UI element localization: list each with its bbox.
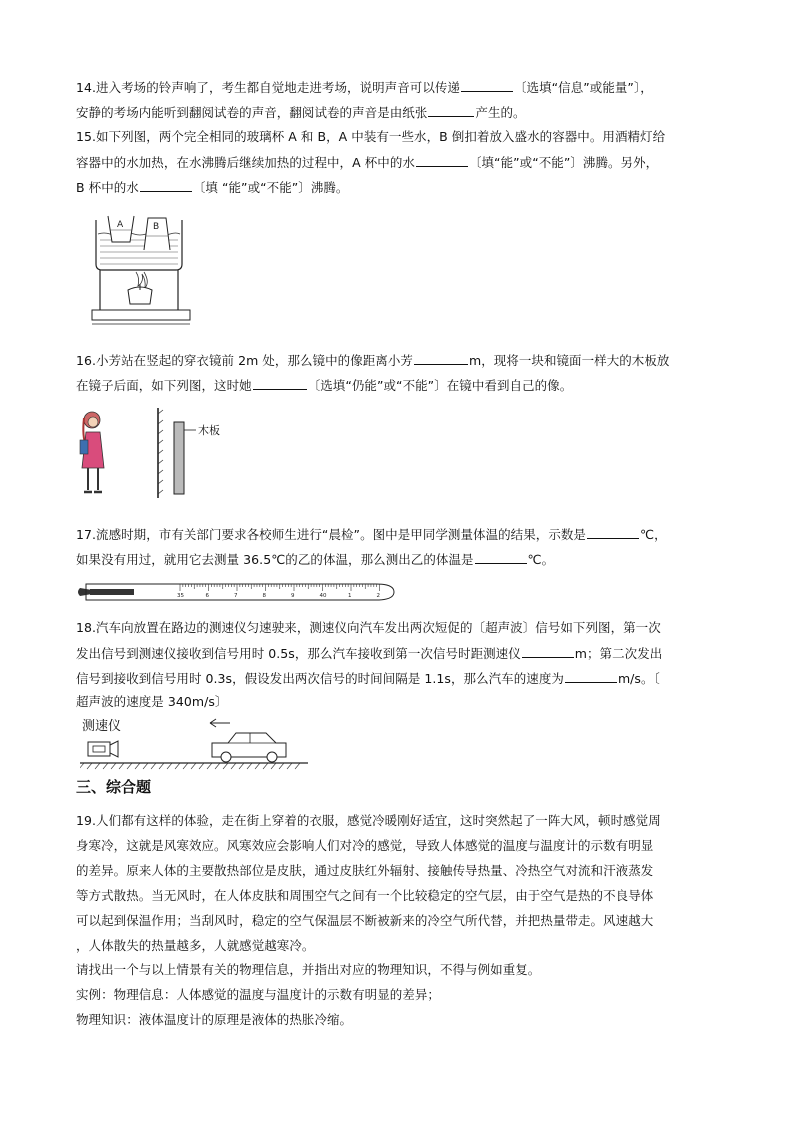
ground-hatch-line xyxy=(279,763,284,769)
q18-text-2a: 发出信号到测速仪接收到信号用时 0.5s，那么汽车接收到第一次信号时距测速仪 xyxy=(76,646,521,661)
q18-detector-label: 测速仪 xyxy=(82,719,122,734)
q18-text-3a: 信号到接收到信号用时 0.3s，假设发出两次信号的时间间隔是 1.1s，那么汽车的速度为 xyxy=(76,671,564,686)
q14-text-2a: 安静的考场内能听到翻阅试卷的声音，翻阅试卷的声音是由纸张 xyxy=(76,105,428,120)
thermometer-tick-label: 9 xyxy=(291,593,295,599)
q15-line-2 xyxy=(76,154,658,171)
ground-hatch-line xyxy=(295,763,300,769)
q16-board-label: 木板 xyxy=(198,424,220,437)
thermometer-tick-label: 6 xyxy=(205,593,209,599)
q15-text-3b: 〔填 “能”或“不能”〕沸腾。 xyxy=(192,180,349,195)
q16-line-1 xyxy=(76,352,669,369)
q14-line-1 xyxy=(76,79,653,96)
q18-text-2b: m；第二次发出 xyxy=(574,646,663,661)
ground-hatch-line xyxy=(271,763,276,769)
ground-hatch-line xyxy=(167,763,172,769)
ground-hatch-line xyxy=(223,763,228,769)
q16-text-1a: 16.小芳站在竖起的穿衣镜前 2m 处，那么镜中的像距离小芳 xyxy=(76,353,413,368)
q14-blank-1[interactable] xyxy=(461,79,513,92)
q17-thermometer-figure xyxy=(76,580,396,604)
ground-hatch-line xyxy=(159,763,164,769)
thermometer-tick-label: 8 xyxy=(262,593,266,599)
ground-hatch-line xyxy=(239,763,244,769)
ground-hatch-line xyxy=(143,763,148,769)
q17-blank-2[interactable] xyxy=(475,551,527,564)
ground-hatch-line xyxy=(95,763,100,769)
ground-hatch-line xyxy=(151,763,156,769)
ground-hatch-line xyxy=(119,763,124,769)
q17-text-2b: ℃。 xyxy=(527,552,555,567)
q18-line-4: 超声波的速度是 340m/s〕 xyxy=(76,694,228,709)
ground-hatch-line xyxy=(207,763,212,769)
ground-hatch-line xyxy=(191,763,196,769)
ground-hatch-line xyxy=(80,763,84,769)
q15-text-2b: 〔填“能”或“不能”〕沸腾。另外， xyxy=(468,155,659,170)
q15-label-a: A xyxy=(117,220,124,230)
q18-line-1: 18.汽车向放置在路边的测速仪匀速驶来，测速仪向汽车发出两次短促的〔超声波〕信号如下列图，第一次 xyxy=(76,620,661,635)
q15-line-3 xyxy=(76,179,349,196)
ground-hatch-line xyxy=(263,763,268,769)
thermometer-tick-label: 40 xyxy=(319,593,327,599)
q18-blank-1[interactable] xyxy=(522,645,574,658)
thermometer-tick-label: 2 xyxy=(376,593,380,599)
ground-hatch-line xyxy=(87,763,92,769)
ground-hatch-line xyxy=(287,763,292,769)
section-3-title: 三、综合题 xyxy=(76,778,152,796)
q19-para-6: ，人体散失的热量越多，人就感觉越寒冷。 xyxy=(76,938,315,953)
q17-text-1a: 17.流感时期，市有关部门要求各校师生进行“晨检”。图中是甲同学测量体温的结果，示数是 xyxy=(76,527,586,542)
ground-hatch-line xyxy=(103,763,108,769)
q16-line-2 xyxy=(76,377,572,394)
q18-speed-figure xyxy=(80,713,312,771)
ground-hatch-line xyxy=(231,763,236,769)
ground-hatch-line xyxy=(255,763,260,769)
thermometer-tick-label: 1 xyxy=(348,593,352,599)
q19-para-8: 实例：物理信息：人体感觉的温度与温度计的示数有明显的差异； xyxy=(76,987,440,1002)
ground-hatch-line xyxy=(175,763,180,769)
ground-hatch-line xyxy=(135,763,140,769)
q19-para-1: 19.人们都有这样的体验，走在街上穿着的衣服，感觉冷暖刚好适宜，这时突然起了一阵大风，顿时感觉周 xyxy=(76,813,661,828)
ground-hatch-line xyxy=(183,763,188,769)
q14-line-2 xyxy=(76,104,526,121)
q16-text-1b: m，现将一块和镜面一样大的木板放 xyxy=(468,353,670,368)
q16-blank-2[interactable] xyxy=(253,377,307,390)
q14-text-2b: 产生的。 xyxy=(475,105,526,120)
q15-label-b: B xyxy=(153,222,160,232)
ground-hatch-line xyxy=(199,763,204,769)
ground-hatch-line xyxy=(127,763,132,769)
q14-blank-2[interactable] xyxy=(428,104,474,117)
q15-blank-1[interactable] xyxy=(416,154,468,167)
ground-hatch-line xyxy=(215,763,220,769)
q15-blank-2[interactable] xyxy=(140,179,192,192)
q18-line-2 xyxy=(76,645,662,662)
q19-para-3: 的差异。原来人体的主要散热部位是皮肤，通过皮肤红外辐射、接触传导热量、冷热空气对流和汗液蒸发 xyxy=(76,863,654,878)
q15-boiling-figure xyxy=(90,212,196,328)
q16-mirror-figure xyxy=(78,406,248,502)
q17-blank-1[interactable] xyxy=(587,526,639,539)
q14-text-1a: 14.进入考场的铃声响了，考生都自觉地走进考场，说明声音可以传递 xyxy=(76,80,460,95)
q16-text-2b: 〔选填“仍能”或“不能”〕在镜中看到自己的像。 xyxy=(307,378,573,393)
q16-blank-1[interactable] xyxy=(414,352,468,365)
q15-line-1: 15.如下列图，两个完全相同的玻璃杯 A 和 B，A 中装有一些水，B 倒扣着放入盛水的容器中。用酒精灯给 xyxy=(76,129,666,144)
q18-blank-2[interactable] xyxy=(565,670,617,683)
thermometer-tick-label: 35 xyxy=(177,593,184,599)
q19-para-7: 请找出一个与以上情景有关的物理信息，并指出对应的物理知识，不得与例如重复。 xyxy=(76,962,541,977)
q19-para-4: 等方式散热。当无风时，在人体皮肤和周围空气之间有一个比较稳定的空气层，由于空气是热的不良导体 xyxy=(76,888,654,903)
q18-text-3b: m/s。〔 xyxy=(617,671,660,686)
q17-line-2 xyxy=(76,551,554,568)
q18-line-3 xyxy=(76,670,660,687)
ground-hatch-line xyxy=(247,763,252,769)
q19-para-5: 可以起到保温作用；当刮风时，稳定的空气保温层不断被新来的冷空气所代替，并把热量带走。风速越大 xyxy=(76,913,654,928)
q17-text-2a: 如果没有用过，就用它去测量 36.5℃的乙的体温，那么测出乙的体温是 xyxy=(76,552,474,567)
q16-text-2a: 在镜子后面，如下列图，这时她 xyxy=(76,378,252,393)
ground-hatch-line xyxy=(111,763,116,769)
q19-para-2: 身寒冷，这就是风寒效应。风寒效应会影响人们对冷的感觉，导致人体感觉的温度与温度计的示数有明显 xyxy=(76,838,654,853)
q17-text-1b: ℃， xyxy=(639,527,667,542)
thermometer-tick-label: 7 xyxy=(234,593,238,599)
q15-text-2a: 容器中的水加热，在水沸腾后继续加热的过程中，A 杯中的水 xyxy=(76,155,415,170)
q19-para-9: 物理知识：液体温度计的原理是液体的热胀冷缩。 xyxy=(76,1012,353,1027)
q14-text-1b: 〔选填“信息”或能量”〕， xyxy=(513,80,653,95)
q17-line-1 xyxy=(76,526,667,543)
q15-text-3a: B 杯中的水 xyxy=(76,180,139,195)
